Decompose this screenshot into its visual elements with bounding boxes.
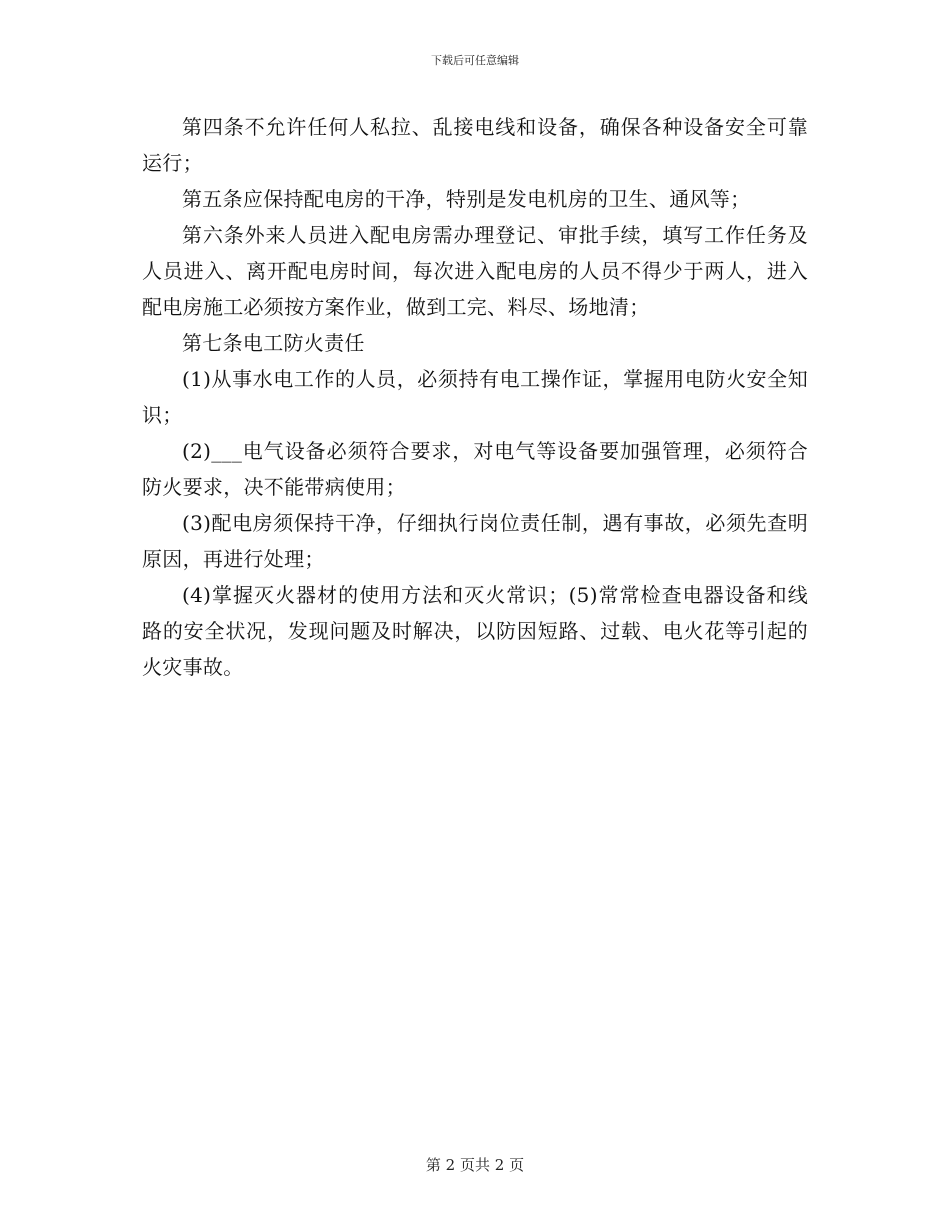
paragraph-item-1: (1)从事水电工作的人员，必须持有电工操作证，掌握用电防火安全知识； <box>142 367 808 427</box>
paragraph-item-3: (3)配电房须保持干净，仔细执行岗位责任制，遇有事故，必须先查明原因，再进行处理； <box>142 511 808 571</box>
paragraph-article-6: 第六条外来人员进入配电房需办理登记、审批手续，填写工作任务及人员进入、离开配电房时间，每次进入配电房的人员不得少于两人，进入配电房施工必须按方案作业，做到工完、料尽、场地清； <box>142 223 808 319</box>
paragraph-article-4: 第四条不允许任何人私拉、乱接电线和设备，确保各种设备安全可靠运行； <box>142 115 808 175</box>
paragraph-article-7-heading: 第七条电工防火责任 <box>182 331 365 355</box>
page-header: 下载后可任意编辑 <box>431 54 519 67</box>
document-body <box>142 109 808 685</box>
paragraph-article-5: 第五条应保持配电房的干净，特别是发电机房的卫生、通风等； <box>182 187 751 211</box>
paragraph-item-4-5: (4)掌握灭火器材的使用方法和灭火常识；(5)常常检查电器设备和线路的安全状况，发现问题及时解决，以防因短路、过载、电火花等引起的火灾事故。 <box>142 583 808 679</box>
paragraph-item-2: (2)___电气设备必须符合要求，对电气等设备要加强管理，必须符合防火要求，决不能带病使用； <box>142 439 808 499</box>
page-footer: 第 2 页共 2 页 <box>425 1156 525 1174</box>
